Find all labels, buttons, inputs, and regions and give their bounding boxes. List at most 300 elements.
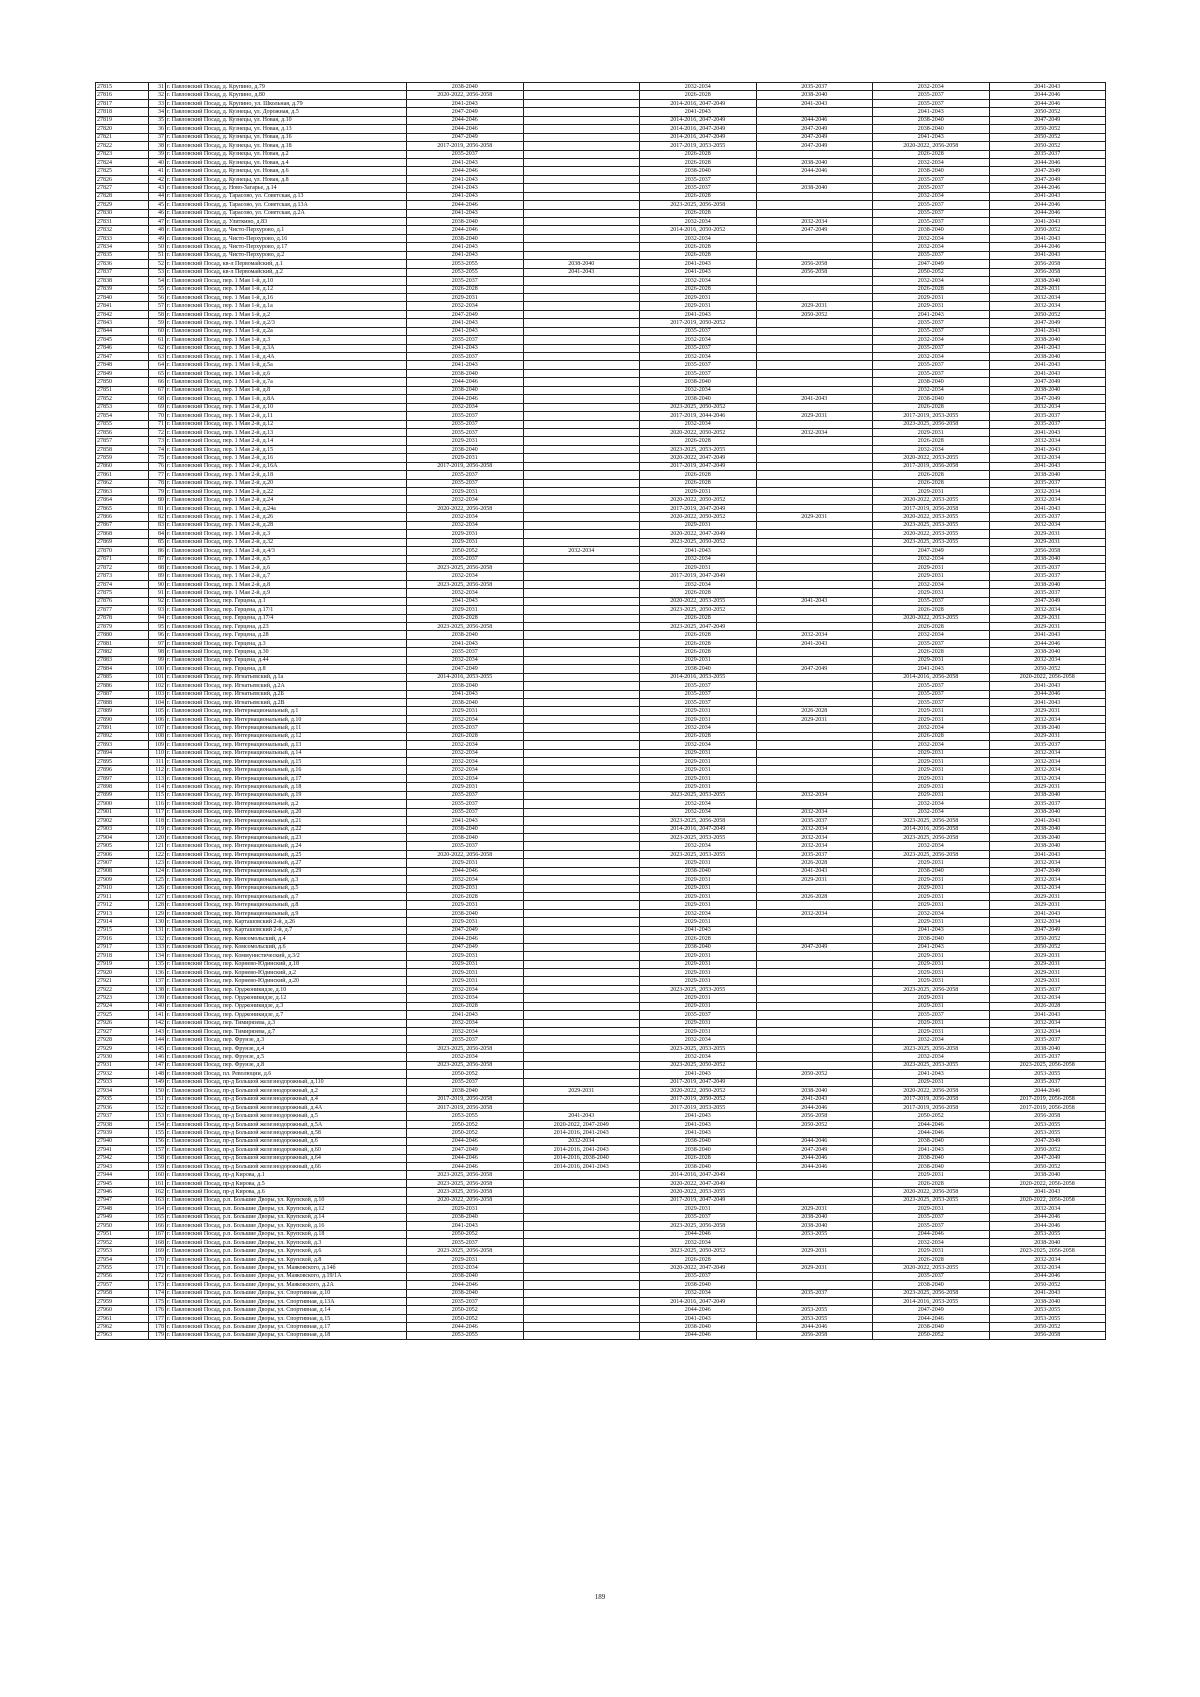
period-cell-2 [523,682,640,690]
row-number-cell: 93 [149,606,166,614]
period-cell-2 [523,960,640,968]
row-number-cell: 144 [149,1036,166,1044]
period-cell-6: 2035-2037 [989,741,1106,749]
row-number-cell: 32 [149,91,166,99]
period-cell-1: 2044-2046 [407,378,524,386]
table-row [96,1289,1106,1297]
row-number-cell: 111 [149,758,166,766]
address-cell: г. Павловский Посад, пер. Герцена, д.17/1 [166,606,407,614]
table-row [96,1255,1106,1263]
row-number-cell: 140 [149,1002,166,1010]
address-cell: г. Павловский Посад, д. Крупино, д.79 [166,83,407,91]
row-number-cell: 75 [149,454,166,462]
period-cell-2 [523,175,640,183]
period-cell-5: 2026-2028 [873,1255,990,1263]
period-cell-2 [523,766,640,774]
record-id-cell: 27958 [96,1289,149,1297]
row-number-cell: 146 [149,1053,166,1061]
period-cell-4 [756,1011,873,1019]
period-cell-2 [523,412,640,420]
record-id-cell: 27870 [96,547,149,555]
table-row [96,648,1106,656]
table-row [96,479,1106,487]
period-cell-1: 2020-2022, 2056-2058 [407,91,524,99]
period-cell-2 [523,884,640,892]
period-cell-3: 2023-2025, 2056-2058 [640,1222,757,1230]
period-cell-2 [523,1044,640,1052]
period-cell-3: 2029-2031 [640,952,757,960]
record-id-cell: 27820 [96,125,149,133]
period-cell-6: 2038-2040 [989,471,1106,479]
address-cell: г. Павловский Посад, пер. Герцена, д.17/4 [166,614,407,622]
address-cell: г. Павловский Посад, пер. 1 Мая 1-й, д.12 [166,285,407,293]
period-cell-6: 2032-2034 [989,1264,1106,1272]
period-cell-6: 2032-2034 [989,488,1106,496]
address-cell: г. Павловский Посад, пер. 1 Мая 2-й, д.26 [166,513,407,521]
period-cell-1: 2023-2025, 2056-2058 [407,623,524,631]
period-cell-6: 2047-2049 [989,116,1106,124]
period-cell-3: 2032-2034 [640,800,757,808]
period-cell-3: 2029-2031 [640,1019,757,1027]
period-cell-6: 2044-2046 [989,99,1106,107]
period-cell-1: 2041-2043 [407,817,524,825]
period-cell-2 [523,479,640,487]
record-id-cell: 27962 [96,1323,149,1331]
period-cell-4 [756,960,873,968]
period-cell-5: 2035-2037 [873,201,990,209]
period-cell-3: 2041-2043 [640,1120,757,1128]
period-cell-1: 2053-2055 [407,1331,524,1339]
address-cell: г. Павловский Посад, пер. Интернациональный, д.10 [166,715,407,723]
period-cell-6: 2029-2031 [989,977,1106,985]
period-cell-2 [523,690,640,698]
row-number-cell: 120 [149,833,166,841]
period-cell-2 [523,454,640,462]
period-cell-6: 2053-2055 [989,1129,1106,1137]
table-row [96,1002,1106,1010]
period-cell-3: 2026-2028 [640,732,757,740]
period-cell-5: 2029-2031 [873,572,990,580]
address-cell: г. Павловский Посад, пер. Интернациональный, д.24 [166,842,407,850]
period-cell-2: 2041-2043 [523,268,640,276]
period-cell-2 [523,462,640,470]
period-cell-4: 2038-2040 [756,91,873,99]
row-number-cell: 74 [149,445,166,453]
record-id-cell: 27906 [96,850,149,858]
period-cell-5: 2029-2031 [873,977,990,985]
address-cell: г. Павловский Посад, пер. 1 Мая 2-й, д.8 [166,580,407,588]
period-cell-2 [523,1247,640,1255]
table-row [96,547,1106,555]
period-cell-1: 2032-2034 [407,741,524,749]
period-cell-3: 2038-2040 [640,1281,757,1289]
period-cell-3: 2029-2031 [640,876,757,884]
address-cell: г. Павловский Посад, р.п. Большие Дворы, ул. Маяковского, д.19/1А [166,1272,407,1280]
row-number-cell: 67 [149,386,166,394]
period-cell-6: 2041-2043 [989,369,1106,377]
table-row [96,1314,1106,1322]
period-cell-4 [756,698,873,706]
period-cell-2 [523,538,640,546]
period-cell-5: 2032-2034 [873,1036,990,1044]
row-number-cell: 55 [149,285,166,293]
period-cell-4 [756,192,873,200]
record-id-cell: 27940 [96,1137,149,1145]
table-row [96,1154,1106,1162]
period-cell-6: 2035-2037 [989,513,1106,521]
row-number-cell: 36 [149,125,166,133]
period-cell-2 [523,277,640,285]
period-cell-6: 2038-2040 [989,1298,1106,1306]
period-cell-2 [523,977,640,985]
period-cell-2 [523,732,640,740]
table-row [96,850,1106,858]
address-cell: г. Павловский Посад, пер. Интернациональный, д.25 [166,850,407,858]
period-cell-6: 2044-2046 [989,1272,1106,1280]
row-number-cell: 130 [149,918,166,926]
period-cell-6: 2017-2019, 2056-2058 [989,1103,1106,1111]
period-cell-4 [756,614,873,622]
row-number-cell: 45 [149,201,166,209]
period-cell-5: 2032-2034 [873,353,990,361]
row-number-cell: 84 [149,530,166,538]
row-number-cell: 102 [149,682,166,690]
address-cell: г. Павловский Посад, пр-д Большой железнодорожный, д.2 [166,1087,407,1095]
row-number-cell: 59 [149,319,166,327]
period-cell-2 [523,184,640,192]
period-cell-5: 2029-2031 [873,1205,990,1213]
period-cell-6: 2041-2043 [989,361,1106,369]
period-cell-3: 2026-2028 [640,631,757,639]
table-row [96,1112,1106,1120]
row-number-cell: 34 [149,108,166,116]
row-number-cell: 124 [149,867,166,875]
period-cell-5: 2035-2037 [873,91,990,99]
period-cell-6: 2035-2037 [989,479,1106,487]
row-number-cell: 100 [149,665,166,673]
period-cell-1: 2029-2031 [407,901,524,909]
period-cell-2 [523,918,640,926]
table-row [96,1103,1106,1111]
period-cell-2 [523,420,640,428]
period-cell-1: 2041-2043 [407,209,524,217]
period-cell-2 [523,504,640,512]
period-cell-1: 2023-2025, 2056-2058 [407,1179,524,1187]
period-cell-4 [756,749,873,757]
address-cell: г. Павловский Посад, пер. 1 Мая 1-й, д.8А [166,395,407,403]
period-cell-1: 2035-2037 [407,842,524,850]
period-cell-1: 2041-2043 [407,327,524,335]
table-row [96,150,1106,158]
period-cell-5: 2014-2016, 2053-2055 [873,1298,990,1306]
period-cell-5: 2035-2037 [873,682,990,690]
period-cell-6: 2053-2055 [989,1306,1106,1314]
period-cell-1: 2029-2031 [407,1255,524,1263]
period-cell-1: 2041-2043 [407,251,524,259]
row-number-cell: 110 [149,749,166,757]
period-cell-4: 2053-2055 [756,1306,873,1314]
period-cell-6: 2050-2052 [989,310,1106,318]
address-cell: г. Павловский Посад, пер. 1 Мая 1-й, д.8 [166,386,407,394]
period-cell-1: 2035-2037 [407,648,524,656]
period-cell-6: 2041-2043 [989,850,1106,858]
table-row [96,1281,1106,1289]
period-cell-4: 2041-2043 [756,99,873,107]
period-cell-1: 2038-2040 [407,386,524,394]
period-cell-1: 2032-2034 [407,403,524,411]
table-row [96,496,1106,504]
period-cell-5: 2017-2019, 2056-2058 [873,462,990,470]
record-id-cell: 27903 [96,825,149,833]
period-cell-5: 2035-2037 [873,690,990,698]
period-cell-1: 2032-2034 [407,656,524,664]
period-cell-3: 2023-2025, 2050-2052 [640,606,757,614]
row-number-cell: 54 [149,277,166,285]
row-number-cell: 58 [149,310,166,318]
period-cell-3: 2038-2040 [640,1323,757,1331]
period-cell-4: 2029-2031 [756,1205,873,1213]
record-id-cell: 27850 [96,378,149,386]
period-cell-6: 2032-2034 [989,454,1106,462]
address-cell: г. Павловский Посад, пр-д Кирова, д.5 [166,1179,407,1187]
record-id-cell: 27868 [96,530,149,538]
record-id-cell: 27824 [96,158,149,166]
period-cell-2: 2032-2034 [523,547,640,555]
period-cell-6: 2032-2034 [989,437,1106,445]
period-cell-4: 2032-2034 [756,842,873,850]
period-cell-6: 2038-2040 [989,336,1106,344]
period-cell-5: 2035-2037 [873,319,990,327]
period-cell-1: 2035-2037 [407,800,524,808]
row-number-cell: 85 [149,538,166,546]
record-id-cell: 27907 [96,859,149,867]
period-cell-3: 2026-2028 [640,639,757,647]
period-cell-1: 2047-2049 [407,943,524,951]
address-cell: г. Павловский Посад, пр-д Кирова, д.6 [166,1188,407,1196]
record-id-cell: 27929 [96,1044,149,1052]
period-cell-2 [523,859,640,867]
table-row [96,698,1106,706]
period-cell-5: 2035-2037 [873,1011,990,1019]
row-number-cell: 150 [149,1087,166,1095]
period-cell-3: 2017-2019, 2050-2052 [640,319,757,327]
period-cell-5: 2029-2031 [873,791,990,799]
table-row [96,1331,1106,1339]
period-cell-3: 2032-2034 [640,1238,757,1246]
period-cell-4: 2047-2049 [756,226,873,234]
period-cell-2 [523,234,640,242]
period-cell-1: 2026-2028 [407,285,524,293]
table-row [96,1028,1106,1036]
period-cell-2 [523,1103,640,1111]
period-cell-3: 2038-2040 [640,395,757,403]
period-cell-6: 2053-2055 [989,1230,1106,1238]
row-number-cell: 56 [149,293,166,301]
period-cell-6: 2047-2049 [989,167,1106,175]
record-id-cell: 27854 [96,412,149,420]
address-cell: г. Павловский Посад, р.п. Большие Дворы, ул. Спортивная, д.15 [166,1314,407,1322]
period-cell-6: 2041-2043 [989,327,1106,335]
row-number-cell: 119 [149,825,166,833]
period-cell-6: 2032-2034 [989,859,1106,867]
record-id-cell: 27817 [96,99,149,107]
table-row [96,741,1106,749]
period-cell-1: 2023-2025, 2056-2058 [407,1061,524,1069]
record-id-cell: 27936 [96,1103,149,1111]
address-cell: г. Павловский Посад, пер. Фрунзе, д.3 [166,1036,407,1044]
period-cell-1: 2032-2034 [407,715,524,723]
period-cell-5: 2038-2040 [873,1281,990,1289]
table-row [96,690,1106,698]
table-row [96,732,1106,740]
period-cell-2 [523,563,640,571]
row-number-cell: 156 [149,1137,166,1145]
period-cell-1: 2041-2043 [407,158,524,166]
period-cell-6: 2038-2040 [989,825,1106,833]
address-cell: г. Павловский Посад, пер. Орджоникидзе, д.3 [166,1002,407,1010]
address-cell: г. Павловский Посад, пер. Фрунзе, д.4 [166,1044,407,1052]
period-cell-5: 2017-2019, 2056-2058 [873,1103,990,1111]
period-cell-1: 2041-2043 [407,175,524,183]
period-cell-4 [756,977,873,985]
address-cell: г. Павловский Посад, пер. Интернациональный, д.12 [166,732,407,740]
record-id-cell: 27837 [96,268,149,276]
period-cell-1: 2029-2031 [407,488,524,496]
period-cell-6: 2044-2046 [989,158,1106,166]
table-row [96,707,1106,715]
period-cell-6: 2041-2043 [989,682,1106,690]
period-cell-6: 2047-2049 [989,597,1106,605]
period-cell-1: 2032-2034 [407,1028,524,1036]
table-row [96,943,1106,951]
row-number-cell: 139 [149,994,166,1002]
period-cell-5: 2041-2043 [873,310,990,318]
row-number-cell: 115 [149,791,166,799]
period-cell-2 [523,142,640,150]
period-cell-6: 2056-2058 [989,1331,1106,1339]
row-number-cell: 113 [149,774,166,782]
address-cell: г. Павловский Посад, пер. Фрунзе, д.8 [166,1061,407,1069]
period-cell-1: 2017-2019, 2056-2058 [407,1103,524,1111]
period-cell-5: 2050-2052 [873,1112,990,1120]
period-cell-4 [756,201,873,209]
row-number-cell: 94 [149,614,166,622]
period-cell-3: 2041-2043 [640,1314,757,1322]
period-cell-6: 2056-2058 [989,1112,1106,1120]
period-cell-5: 2044-2046 [873,1230,990,1238]
record-id-cell: 27880 [96,631,149,639]
period-cell-4 [756,555,873,563]
schedule-table [95,82,1106,1340]
table-row [96,158,1106,166]
period-cell-2 [523,1036,640,1044]
period-cell-2 [523,530,640,538]
period-cell-6: 2041-2043 [989,192,1106,200]
record-id-cell: 27893 [96,741,149,749]
address-cell: г. Павловский Посад, пер. Комсомольский, д.4 [166,935,407,943]
period-cell-6: 2050-2052 [989,226,1106,234]
record-id-cell: 27866 [96,513,149,521]
period-cell-4: 2044-2046 [756,116,873,124]
period-cell-4 [756,108,873,116]
table-row [96,116,1106,124]
address-cell: г. Павловский Посад, пр-д Большой железнодорожный, д.6 [166,1137,407,1145]
period-cell-2 [523,909,640,917]
period-cell-3: 2014-2016, 2053-2055 [640,673,757,681]
record-id-cell: 27858 [96,445,149,453]
period-cell-5: 2035-2037 [873,698,990,706]
period-cell-1: 2035-2037 [407,471,524,479]
period-cell-4 [756,572,873,580]
period-cell-3: 2029-2031 [640,656,757,664]
record-id-cell: 27908 [96,867,149,875]
period-cell-1: 2044-2046 [407,1163,524,1171]
period-cell-5: 2029-2031 [873,488,990,496]
address-cell: г. Павловский Посад, д. Кузнецы, ул. Дорожная, д.5 [166,108,407,116]
period-cell-3: 2014-2016, 2047-2049 [640,825,757,833]
period-cell-2 [523,580,640,588]
address-cell: г. Павловский Посад, пер. Интернациональный, д.27 [166,859,407,867]
table-row [96,1238,1106,1246]
record-id-cell: 27871 [96,555,149,563]
period-cell-2 [523,1331,640,1339]
address-cell: г. Павловский Посад, пер. Комсомольский, д.6 [166,943,407,951]
period-cell-1: 2041-2043 [407,690,524,698]
row-number-cell: 125 [149,876,166,884]
period-cell-5: 2041-2043 [873,943,990,951]
period-cell-1: 2041-2043 [407,1011,524,1019]
record-id-cell: 27831 [96,218,149,226]
period-cell-3: 2017-2019, 2047-2049 [640,1196,757,1204]
period-cell-4: 2032-2034 [756,428,873,436]
table-row [96,1019,1106,1027]
period-cell-6: 2044-2046 [989,201,1106,209]
period-cell-2 [523,428,640,436]
period-cell-1: 2050-2052 [407,1120,524,1128]
period-cell-4: 2050-2052 [756,1120,873,1128]
record-id-cell: 27825 [96,167,149,175]
period-cell-2 [523,698,640,706]
record-id-cell: 27885 [96,673,149,681]
period-cell-4: 2035-2037 [756,817,873,825]
period-cell-1: 2041-2043 [407,1222,524,1230]
table-row [96,192,1106,200]
period-cell-6: 2023-2025, 2056-2058 [989,1061,1106,1069]
row-number-cell: 106 [149,715,166,723]
record-id-cell: 27862 [96,479,149,487]
period-cell-6: 2038-2040 [989,1238,1106,1246]
period-cell-3: 2035-2037 [640,184,757,192]
row-number-cell: 104 [149,698,166,706]
period-cell-2 [523,774,640,782]
period-cell-2 [523,968,640,976]
period-cell-1: 2038-2040 [407,445,524,453]
period-cell-4 [756,580,873,588]
address-cell: г. Павловский Посад, пер. Интернациональный, д.8 [166,901,407,909]
period-cell-3: 2017-2019, 2047-2049 [640,462,757,470]
period-cell-6: 2044-2046 [989,1087,1106,1095]
period-cell-1: 2041-2043 [407,243,524,251]
period-cell-4: 2044-2046 [756,1137,873,1145]
record-id-cell: 27843 [96,319,149,327]
address-cell: г. Павловский Посад, пер. 1 Мая 1-й, д.7а [166,378,407,386]
table-row [96,783,1106,791]
table-row [96,1053,1106,1061]
period-cell-6: 2032-2034 [989,715,1106,723]
period-cell-4: 2038-2040 [756,1213,873,1221]
record-id-cell: 27924 [96,1002,149,1010]
period-cell-3: 2041-2043 [640,268,757,276]
